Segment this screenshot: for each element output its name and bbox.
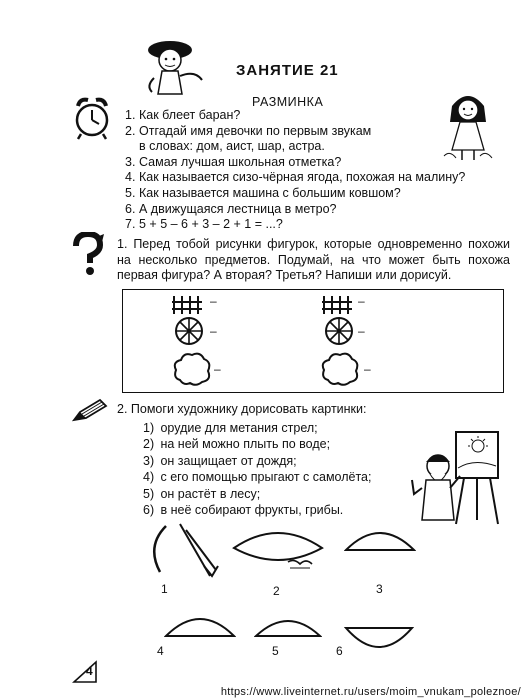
semicircle-up-fragment-icon [164, 610, 236, 640]
clue-item: 5) он растёт в лесу; [143, 486, 261, 501]
warmup-item: 6. А движущаяся лестница в метро? [125, 201, 337, 216]
figure-dash: – [364, 362, 371, 376]
warmup-item: в словах: дом, аист, шар, астра. [139, 139, 325, 154]
semicircle-down-fragment-icon [344, 626, 414, 652]
warmup-item: 4. Как называется сизо-чёрная ягода, похожая на малину? [125, 170, 466, 185]
artist-with-easel-icon [408, 428, 504, 526]
clue-item: 6) в неё собирают фрукты, грибы. [143, 503, 344, 518]
figure-label: 4 [157, 644, 164, 658]
warmup-title: РАЗМИНКА [252, 95, 324, 109]
alarm-clock-icon [72, 96, 112, 140]
bow-fragment-icon [146, 520, 222, 580]
boat-fragment-icon [230, 522, 326, 578]
clue-item: 2) на ней можно плыть по воде; [143, 437, 331, 452]
warmup-list [125, 108, 465, 233]
pencil-icon [72, 398, 108, 424]
figure-dash: – [358, 294, 365, 308]
clue-item: 1) орудие для метания стрел; [143, 421, 318, 435]
task1-text: 1. Перед тобой рисунки фигурок, которые одновременно похожи на несколько предметов. Подумай, на что может быть похожа первая фигура? А вторая? Третья? Напиши или дорисуй. [117, 237, 510, 283]
figure-label: 2 [273, 584, 280, 598]
question-mark-icon [68, 232, 106, 276]
figure-label: 3 [376, 582, 383, 596]
cloud-figure-icon [172, 350, 212, 388]
warmup-item: 3. Самая лучшая школьная отметка? [125, 154, 342, 169]
warmup-item: 1. Как блеет баран? [125, 108, 241, 122]
page-number: 4 [86, 664, 93, 678]
semicircle-up-fragment-icon [254, 612, 322, 640]
figure-dash: – [210, 324, 217, 338]
figure-dash: – [358, 324, 365, 338]
figure-label: 5 [272, 644, 279, 658]
clue-item: 3) он защищает от дождя; [143, 453, 297, 468]
cloud-figure-icon [320, 350, 360, 388]
figure-dash: – [214, 362, 221, 376]
footer-url[interactable]: https://www.liveinternet.ru/users/moim_vnukam_poleznoe/ [220, 686, 521, 698]
wheel-figure-icon [174, 316, 208, 346]
figure-dash: – [210, 294, 217, 308]
semicircle-up-fragment-icon [344, 524, 416, 554]
wheel-figure-icon [324, 316, 358, 346]
warmup-item: 2. Отгадай имя девочки по первым звукам [125, 123, 372, 138]
lesson-title: ЗАНЯТИЕ 21 [236, 62, 339, 79]
warmup-item: 7. 5 + 5 – 6 + 3 – 2 + 1 = ...? [125, 217, 283, 232]
girl-with-hat-icon [140, 36, 210, 98]
page-number-badge [72, 660, 98, 684]
warmup-item: 5. Как называется машина с большим ковшом? [125, 185, 401, 200]
clues-list [143, 420, 371, 518]
figure-label: 6 [336, 644, 343, 658]
figure-label: 1 [161, 582, 168, 596]
clue-item: 4) с его помощью прыгают с самолёта; [143, 470, 372, 485]
task2-title: 2. Помоги художнику дорисовать картинки: [117, 402, 367, 416]
